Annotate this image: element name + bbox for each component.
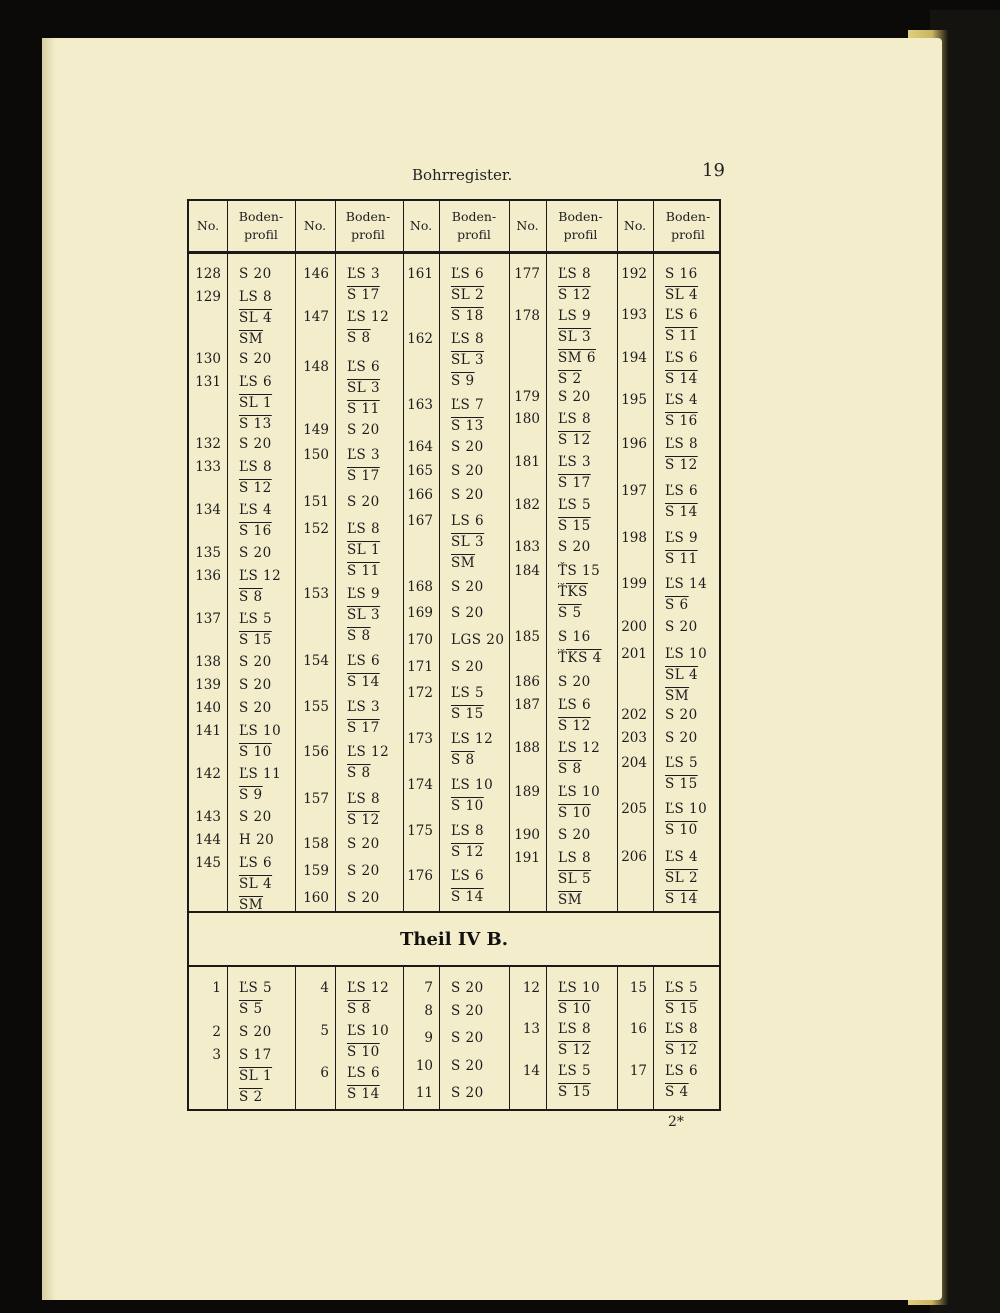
soil-profile-layer: ĽS 12 xyxy=(239,568,282,584)
soil-profile-layer: LS 6 xyxy=(451,513,485,529)
entry-number: 164 xyxy=(407,439,433,455)
soil-profile-layer: S 10 xyxy=(665,822,698,838)
entry-number: 171 xyxy=(407,659,433,675)
soil-profile-layer: ĽS 12 xyxy=(558,740,601,756)
entry-number: 149 xyxy=(303,422,329,438)
soil-profile-layer: $\overline{SM}$ xyxy=(239,331,264,347)
column-header-bodenprofil: Boden- profil xyxy=(665,209,711,242)
soil-profile-layer: S 8 xyxy=(347,1001,371,1017)
soil-profile-layer: $\overline{SM}$ xyxy=(451,555,476,571)
soil-profile-layer: $\overline{SM}$ xyxy=(239,897,264,913)
soil-profile-layer: ĽS 8 xyxy=(665,1021,699,1037)
entry-number: 179 xyxy=(514,389,540,405)
soil-profile-layer: S 11 xyxy=(347,401,380,417)
signature-mark: 2* xyxy=(668,1114,684,1130)
soil-profile-layer: S 9 xyxy=(451,373,475,389)
soil-profile-layer: S 20 xyxy=(239,436,272,452)
soil-profile-layer: ĽS 10 xyxy=(665,646,708,662)
soil-profile-layer: S 14 xyxy=(347,674,380,690)
soil-profile-layer: S 12 xyxy=(665,1042,698,1058)
soil-profile-layer: S 20 xyxy=(665,619,698,635)
soil-profile-layer: S 20 xyxy=(451,1003,484,1019)
soil-profile-layer: ĽS 8 xyxy=(239,459,273,475)
entry-number: 151 xyxy=(303,494,329,510)
entry-number: 167 xyxy=(407,513,433,529)
entry-number: 137 xyxy=(195,611,221,627)
soil-profile-layer: S 12 xyxy=(558,1042,591,1058)
soil-profile-layer: S 20 xyxy=(665,730,698,746)
entry-number: 175 xyxy=(407,823,433,839)
soil-profile-layer: S 16 xyxy=(665,266,698,282)
soil-profile-layer: S 20 xyxy=(347,494,380,510)
soil-profile-layer: ĽS 8 xyxy=(558,411,592,427)
soil-profile-layer: SL 2 xyxy=(665,870,699,886)
entry-number: 7 xyxy=(424,980,433,996)
soil-profile-layer: ĽS 6 xyxy=(451,868,485,884)
soil-profile-layer: S 14 xyxy=(451,889,484,905)
soil-profile-layer: S 14 xyxy=(665,371,698,387)
column-rule xyxy=(546,965,547,1111)
soil-profile-layer: S 8 xyxy=(347,330,371,346)
entry-number: 128 xyxy=(195,266,221,282)
entry-number: 156 xyxy=(303,744,329,760)
entry-number: 187 xyxy=(514,697,540,713)
soil-profile-layer: S 20 xyxy=(451,980,484,996)
entry-number: 194 xyxy=(621,350,647,366)
soil-profile-layer: S 20 xyxy=(451,1058,484,1074)
entry-number: 12 xyxy=(522,980,540,996)
soil-profile-layer: ĽS 6 xyxy=(665,350,699,366)
entry-number: 153 xyxy=(303,586,329,602)
soil-profile-layer: S 20 xyxy=(347,863,380,879)
entry-number: 131 xyxy=(195,374,221,390)
entry-number: 133 xyxy=(195,459,221,475)
soil-profile-layer: S 12 xyxy=(347,812,380,828)
column-rule xyxy=(439,965,440,1111)
soil-profile-layer: ĽS 5 xyxy=(558,1063,592,1079)
entry-number: 152 xyxy=(303,521,329,537)
soil-profile-layer: ĽS 12 xyxy=(347,309,390,325)
soil-profile-layer: ĽS 4 xyxy=(665,849,699,865)
soil-profile-layer: SL 4 xyxy=(665,287,699,303)
soil-profile-layer: S 12 xyxy=(451,844,484,860)
soil-profile-layer: S 13 xyxy=(451,418,484,434)
entry-number: 195 xyxy=(621,392,647,408)
entry-number: 184 xyxy=(514,563,540,579)
entry-number: 155 xyxy=(303,699,329,715)
soil-profile-layer: SL 3 xyxy=(451,534,485,550)
soil-profile-layer: H 20 xyxy=(239,832,275,848)
soil-profile-layer: S 17 xyxy=(347,287,380,303)
soil-profile-layer: S 20 xyxy=(451,1030,484,1046)
soil-profile-layer: ĽS 6 xyxy=(347,1065,381,1081)
soil-profile-layer: S 20 xyxy=(451,605,484,621)
entry-number: 139 xyxy=(195,677,221,693)
soil-profile-layer: ĽS 6 xyxy=(558,697,592,713)
soil-profile-layer: ĽS 8 xyxy=(451,331,485,347)
soil-profile-layer: S 8 xyxy=(347,765,371,781)
entry-number: 189 xyxy=(514,784,540,800)
entry-number: 173 xyxy=(407,731,433,747)
soil-profile-layer: S 17 xyxy=(347,720,380,736)
soil-profile-layer: SL 3 xyxy=(347,380,381,396)
soil-profile-layer: ĽS 8 xyxy=(558,266,592,282)
entry-number: 147 xyxy=(303,309,329,325)
soil-profile-layer: S 13 xyxy=(239,416,272,432)
entry-number: 177 xyxy=(514,266,540,282)
soil-profile-layer: ĽS 5 xyxy=(451,685,485,701)
entry-number: 196 xyxy=(621,436,647,452)
column-header-no: No. xyxy=(196,218,220,233)
soil-profile-layer: S 15 xyxy=(239,632,272,648)
soil-profile-layer: S 20 xyxy=(558,389,591,405)
soil-profile-layer: S 15 xyxy=(451,706,484,722)
soil-profile-layer: ĽS 12 xyxy=(347,980,390,996)
column-rule xyxy=(439,201,440,913)
section-rule xyxy=(189,965,719,967)
soil-profile-layer: ĽS 5 xyxy=(239,611,273,627)
soil-profile-layer: S 8 xyxy=(239,589,263,605)
soil-profile-layer: S 20 xyxy=(451,487,484,503)
soil-profile-layer: ĽS 9 xyxy=(347,586,381,602)
soil-profile-layer: S 16 xyxy=(239,523,272,539)
column-header-no: No. xyxy=(516,218,539,233)
entry-number: 178 xyxy=(514,308,540,324)
entry-number: 192 xyxy=(621,266,647,282)
soil-profile-layer: S 17 xyxy=(558,475,591,491)
soil-profile-layer: ĽS 8 xyxy=(451,823,485,839)
soil-profile-layer: S 20 xyxy=(239,266,272,282)
entry-number: 3 xyxy=(212,1047,221,1063)
column-rule xyxy=(653,201,654,913)
entry-number: 150 xyxy=(303,447,329,463)
entry-number: 136 xyxy=(195,568,221,584)
soil-profile-layer: S 8 xyxy=(558,761,582,777)
column-header-no: No. xyxy=(409,218,433,233)
soil-profile-layer: LS 9 xyxy=(558,308,592,324)
soil-profile-layer: SL 3 xyxy=(347,607,381,623)
entry-number: 172 xyxy=(407,685,433,701)
soil-profile-layer: ĽS 12 xyxy=(451,731,494,747)
column-header-bodenprofil: Boden- profil xyxy=(238,209,284,242)
entry-number: 163 xyxy=(407,397,433,413)
entry-number: 11 xyxy=(415,1085,433,1101)
entry-number: 15 xyxy=(629,980,647,996)
entry-number: 157 xyxy=(303,791,329,807)
soil-profile-layer: S 10 xyxy=(239,744,272,760)
soil-profile-layer: ĽS 5 xyxy=(665,980,699,996)
soil-profile-layer: S 15 xyxy=(665,776,698,792)
entry-number: 144 xyxy=(195,832,221,848)
soil-profile-layer: ĽS 3 xyxy=(347,447,381,463)
soil-profile-layer: ĽS 4 xyxy=(239,502,273,518)
soil-profile-layer: S 4 xyxy=(665,1084,689,1100)
soil-profile-layer: ĽS 3 xyxy=(558,454,592,470)
soil-profile-layer: S 5 xyxy=(558,605,582,621)
soil-profile-layer: ĽS 6 xyxy=(347,359,381,375)
entry-number: 135 xyxy=(195,545,221,561)
entry-number: 5 xyxy=(320,1023,329,1039)
soil-profile-layer: S 5 xyxy=(239,1001,263,1017)
entry-number: 161 xyxy=(407,266,433,282)
entry-number: 145 xyxy=(195,855,221,871)
entry-number: 203 xyxy=(621,730,647,746)
soil-profile-layer: $\overline{ŤKS}$ xyxy=(558,584,588,600)
soil-profile-layer: ĽS 6 xyxy=(347,653,381,669)
soil-profile-layer: SL 4 xyxy=(665,667,699,683)
soil-profile-layer: $\overline{SM}$ xyxy=(665,688,690,704)
soil-profile-layer: S 12 xyxy=(665,457,698,473)
entry-number: 180 xyxy=(514,411,540,427)
soil-profile-layer: ĽS 4 xyxy=(665,392,699,408)
column-rule xyxy=(653,965,654,1111)
soil-profile-layer: S 20 xyxy=(239,700,272,716)
soil-profile-layer: S 14 xyxy=(347,1086,380,1102)
entry-number: 197 xyxy=(621,483,647,499)
soil-profile-layer: SL 3 xyxy=(451,352,485,368)
soil-profile-layer: ĽS 9 xyxy=(665,530,699,546)
column-rule xyxy=(227,965,228,1111)
soil-profile-layer: S 15 xyxy=(558,1084,591,1100)
soil-profile-layer: S 18 xyxy=(451,308,484,324)
entry-number: 191 xyxy=(514,850,540,866)
soil-profile-layer: ĽS 10 xyxy=(558,784,601,800)
entry-number: 132 xyxy=(195,436,221,452)
entry-number: 13 xyxy=(522,1021,540,1037)
soil-profile-layer: S 12 xyxy=(558,287,591,303)
soil-profile-layer: ĽS 10 xyxy=(558,980,601,996)
soil-profile-layer: S 14 xyxy=(665,504,698,520)
soil-profile-layer: S 20 xyxy=(558,674,591,690)
column-header-no: No. xyxy=(303,218,327,233)
soil-profile-layer: S 10 xyxy=(451,798,484,814)
soil-profile-layer: SL 2 xyxy=(451,287,485,303)
soil-profile-layer: ĽS 3 xyxy=(347,266,381,282)
entry-number: 170 xyxy=(407,632,433,648)
entry-number: 186 xyxy=(514,674,540,690)
entry-number: 134 xyxy=(195,502,221,518)
soil-profile-layer: S 14 xyxy=(665,891,698,907)
entry-number: 141 xyxy=(195,723,221,739)
entry-number: 201 xyxy=(621,646,647,662)
soil-profile-layer: S 20 xyxy=(239,545,272,561)
entry-number: 138 xyxy=(195,654,221,670)
column-rule xyxy=(335,965,336,1111)
entry-number: 185 xyxy=(514,629,540,645)
entry-number: 14 xyxy=(522,1063,540,1079)
column-rule xyxy=(335,201,336,913)
soil-profile-layer: SL 4 xyxy=(239,876,273,892)
bohrregister-table xyxy=(187,199,721,1111)
running-title: Bohrregister. xyxy=(412,166,513,184)
entry-number: 130 xyxy=(195,351,221,367)
column-rule xyxy=(403,201,404,913)
soil-profile-layer: ĽS 14 xyxy=(665,576,708,592)
soil-profile-layer: ĽS 6 xyxy=(451,266,485,282)
soil-profile-layer: ĽS 11 xyxy=(239,766,282,782)
soil-profile-layer: SL 3 xyxy=(558,329,592,345)
page-number: 19 xyxy=(702,160,725,181)
soil-profile-layer: S 2 xyxy=(239,1089,263,1105)
soil-profile-layer: S 20 xyxy=(451,1085,484,1101)
soil-profile-layer: ĽS 6 xyxy=(239,374,273,390)
soil-profile-layer: ĽS 6 xyxy=(239,855,273,871)
entry-number: 140 xyxy=(195,700,221,716)
entry-number: 159 xyxy=(303,863,329,879)
page-fold xyxy=(42,38,56,1300)
soil-profile-layer: S 20 xyxy=(239,351,272,367)
entry-number: 168 xyxy=(407,579,433,595)
section-title: Theil IV B. xyxy=(399,929,508,950)
soil-profile-layer: ĽS 5 xyxy=(239,980,273,996)
entry-number: 169 xyxy=(407,605,433,621)
soil-profile-layer: ĽS 8 xyxy=(558,1021,592,1037)
soil-profile-layer: S 10 xyxy=(558,1001,591,1017)
soil-profile-layer: ĽS 6 xyxy=(665,307,699,323)
soil-profile-layer: S 16 xyxy=(665,413,698,429)
soil-profile-layer: ĽS 10 xyxy=(665,801,708,817)
soil-profile-layer: S 17 xyxy=(239,1047,272,1063)
soil-profile-layer: S 11 xyxy=(665,551,698,567)
entry-number: 146 xyxy=(303,266,329,282)
entry-number: 181 xyxy=(514,454,540,470)
entry-number: 199 xyxy=(621,576,647,592)
soil-profile-layer: LGS 20 xyxy=(451,632,505,648)
soil-profile-layer: S 20 xyxy=(558,827,591,843)
entry-number: 176 xyxy=(407,868,433,884)
soil-profile-layer: ĽS 8 xyxy=(347,791,381,807)
soil-profile-layer: S 15 xyxy=(665,1001,698,1017)
soil-profile-layer: S 16 xyxy=(558,629,591,645)
soil-profile-layer: ĽS 6 xyxy=(665,1063,699,1079)
soil-profile-layer: ĽS 3 xyxy=(347,699,381,715)
soil-profile-layer: S 9 xyxy=(239,787,263,803)
soil-profile-layer: ĽS 5 xyxy=(558,497,592,513)
entry-number: 10 xyxy=(415,1058,433,1074)
soil-profile-layer: S 20 xyxy=(665,707,698,723)
entry-number: 129 xyxy=(195,289,221,305)
soil-profile-layer: S 11 xyxy=(665,328,698,344)
entry-number: 183 xyxy=(514,539,540,555)
column-header-bodenprofil: Boden- profil xyxy=(345,209,391,242)
soil-profile-layer: S 20 xyxy=(239,809,272,825)
entry-number: 1 xyxy=(212,980,221,996)
soil-profile-layer: S 20 xyxy=(347,890,380,906)
entry-number: 16 xyxy=(629,1021,647,1037)
column-header-bodenprofil: Boden- profil xyxy=(558,209,603,242)
entry-number: 166 xyxy=(407,487,433,503)
entry-number: 200 xyxy=(621,619,647,635)
soil-profile-layer: ĽS 8 xyxy=(665,436,699,452)
soil-profile-layer: S 20 xyxy=(451,463,484,479)
entry-number: 2 xyxy=(212,1024,221,1040)
soil-profile-layer: ĽS 10 xyxy=(347,1023,390,1039)
entry-number: 198 xyxy=(621,530,647,546)
entry-number: 4 xyxy=(320,980,329,996)
soil-profile-layer: S 20 xyxy=(451,439,484,455)
soil-profile-layer: S 8 xyxy=(451,752,475,768)
soil-profile-layer: SL 1 xyxy=(239,395,273,411)
entry-number: 202 xyxy=(621,707,647,723)
soil-profile-layer: ĽS 8 xyxy=(347,521,381,537)
soil-profile-layer: S 12 xyxy=(558,432,591,448)
column-header-no: No. xyxy=(623,218,647,233)
soil-profile-layer: SL 4 xyxy=(239,310,273,326)
soil-profile-layer: S 20 xyxy=(558,539,591,555)
entry-number: 188 xyxy=(514,740,540,756)
soil-profile-layer: S 20 xyxy=(239,654,272,670)
soil-profile-layer: ĽS 7 xyxy=(451,397,485,413)
soil-profile-layer: S 10 xyxy=(347,1044,380,1060)
soil-profile-layer: ŤKS 4 xyxy=(558,650,602,666)
entry-number: 8 xyxy=(424,1003,433,1019)
soil-profile-layer: SL 5 xyxy=(558,871,592,887)
entry-number: 204 xyxy=(621,755,647,771)
soil-profile-layer: S 20 xyxy=(451,579,484,595)
soil-profile-layer: S 15 xyxy=(558,518,591,534)
entry-number: 158 xyxy=(303,836,329,852)
soil-profile-layer: S 8 xyxy=(347,628,371,644)
soil-profile-layer: LS 8 xyxy=(558,850,592,866)
entry-number: 174 xyxy=(407,777,433,793)
soil-profile-layer: ŤS 15 xyxy=(558,563,601,579)
soil-profile-layer: ĽS 12 xyxy=(347,744,390,760)
soil-profile-layer: S 20 xyxy=(451,659,484,675)
entry-number: 6 xyxy=(320,1065,329,1081)
soil-profile-layer: S 12 xyxy=(558,718,591,734)
entry-number: 193 xyxy=(621,307,647,323)
soil-profile-layer: SM 6 xyxy=(558,350,596,366)
soil-profile-layer: SL 1 xyxy=(347,542,381,558)
entry-number: 17 xyxy=(629,1063,647,1079)
soil-profile-layer: S 10 xyxy=(558,805,591,821)
entry-number: 154 xyxy=(303,653,329,669)
entry-number: 9 xyxy=(424,1030,433,1046)
soil-profile-layer: S 11 xyxy=(347,563,380,579)
soil-profile-layer: S 2 xyxy=(558,371,582,387)
entry-number: 162 xyxy=(407,331,433,347)
entry-number: 160 xyxy=(303,890,329,906)
header-rule xyxy=(189,251,719,254)
column-rule xyxy=(227,201,228,913)
soil-profile-layer: S 20 xyxy=(347,836,380,852)
entry-number: 205 xyxy=(621,801,647,817)
column-header-bodenprofil: Boden- profil xyxy=(451,209,497,242)
soil-profile-layer: ĽS 10 xyxy=(451,777,494,793)
entry-number: 190 xyxy=(514,827,540,843)
soil-profile-layer: S 6 xyxy=(665,597,689,613)
soil-profile-layer: S 20 xyxy=(239,677,272,693)
soil-profile-layer: LS 8 xyxy=(239,289,273,305)
soil-profile-layer: S 17 xyxy=(347,468,380,484)
entry-number: 165 xyxy=(407,463,433,479)
entry-number: 143 xyxy=(195,809,221,825)
soil-profile-layer: ĽS 6 xyxy=(665,483,699,499)
soil-profile-layer: S 20 xyxy=(239,1024,272,1040)
column-rule xyxy=(546,201,547,913)
entry-number: 182 xyxy=(514,497,540,513)
soil-profile-layer: S 20 xyxy=(347,422,380,438)
soil-profile-layer: SL 1 xyxy=(239,1068,273,1084)
entry-number: 142 xyxy=(195,766,221,782)
soil-profile-layer: ĽS 5 xyxy=(665,755,699,771)
entry-number: 206 xyxy=(621,849,647,865)
soil-profile-layer: S 12 xyxy=(239,480,272,496)
soil-profile-layer: $\overline{SM}$ xyxy=(558,892,583,908)
soil-profile-layer: ĽS 10 xyxy=(239,723,282,739)
entry-number: 148 xyxy=(303,359,329,375)
